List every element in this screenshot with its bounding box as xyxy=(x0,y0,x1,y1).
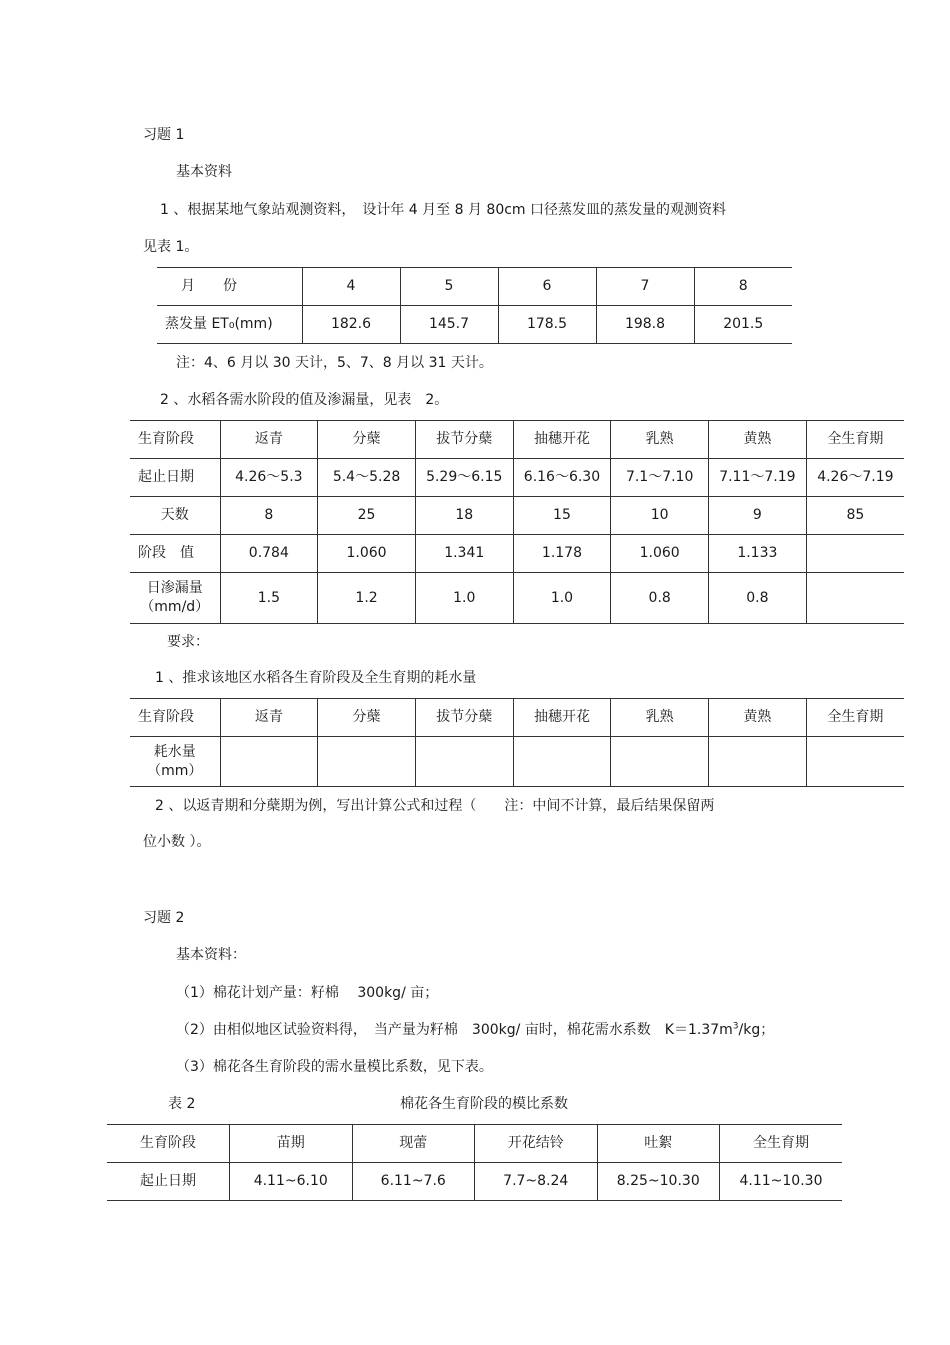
evap-cell: 182.6 xyxy=(302,306,400,344)
water-use-label-line2: （mm） xyxy=(147,762,203,779)
days-label: 天数 xyxy=(130,497,220,535)
month-cell: 6 xyxy=(498,268,596,306)
water-use-blank xyxy=(611,737,709,787)
seepage-cell: 1.0 xyxy=(513,573,611,624)
table-2-number: 表 2 xyxy=(168,1096,196,1112)
water-use-blank xyxy=(513,737,611,787)
stage-cell: 全生育期 xyxy=(720,1125,843,1163)
evap-cell: 198.8 xyxy=(596,306,694,344)
date-cell: 4.26～5.3 xyxy=(220,459,318,497)
cotton-item-2 xyxy=(176,1020,774,1040)
k-cell: 1.060 xyxy=(611,535,709,573)
days-cell: 15 xyxy=(513,497,611,535)
stage-cell: 拔节分蘖 xyxy=(415,699,513,737)
date-cell: 5.29～6.15 xyxy=(415,459,513,497)
stage-cell: 现蕾 xyxy=(352,1125,475,1163)
month-cell: 4 xyxy=(302,268,400,306)
cotton-item-2-sup: 3 xyxy=(732,1021,739,1032)
seepage-cell: 1.5 xyxy=(220,573,318,624)
water-use-blank xyxy=(318,737,416,787)
item-1-text-cont: 见表 1。 xyxy=(143,239,199,255)
date-label: 起止日期 xyxy=(107,1163,230,1201)
date-cell: 4.11~10.30 xyxy=(720,1163,843,1201)
evap-cell: 178.5 xyxy=(498,306,596,344)
stage-cell: 分蘖 xyxy=(318,699,416,737)
cotton-item-2-end: /kg； xyxy=(738,1022,775,1038)
month-cell: 8 xyxy=(694,268,792,306)
water-use-blank xyxy=(709,737,807,787)
cotton-stage-table xyxy=(107,1124,842,1201)
stage-cell: 抽穗开花 xyxy=(513,421,611,459)
evaporation-table xyxy=(157,267,792,344)
stage-cell: 苗期 xyxy=(230,1125,353,1163)
rice-stage-table xyxy=(130,420,904,624)
table-1-note: 注：4、6 月以 30 天计，5、7、8 月以 31 天计。 xyxy=(176,355,493,371)
cotton-item-1: （1）棉花计划产量：籽棉 300kg/ 亩； xyxy=(176,985,439,1001)
stage-cell: 黄熟 xyxy=(709,421,807,459)
date-cell: 6.11~7.6 xyxy=(352,1163,475,1201)
stage-cell: 乳熟 xyxy=(611,699,709,737)
stage-cell: 返青 xyxy=(220,421,318,459)
seepage-cell: 0.8 xyxy=(709,573,807,624)
date-cell: 5.4～5.28 xyxy=(318,459,416,497)
seepage-cell: 1.0 xyxy=(415,573,513,624)
evap-cell: 145.7 xyxy=(400,306,498,344)
date-cell: 7.11～7.19 xyxy=(709,459,807,497)
water-use-blank xyxy=(806,737,904,787)
basic-info-heading-2: 基本资料： xyxy=(176,947,246,963)
stage-cell: 返青 xyxy=(220,699,318,737)
seepage-label-line2: （mm/d） xyxy=(140,599,210,615)
water-use-blank xyxy=(415,737,513,787)
days-cell: 9 xyxy=(709,497,807,535)
date-cell: 4.11~6.10 xyxy=(230,1163,353,1201)
stage-label: 生育阶段 xyxy=(107,1125,230,1163)
item-2-text: 2 、水稻各需水阶段的值及渗漏量，见表 2。 xyxy=(160,392,449,408)
date-cell: 4.26～7.19 xyxy=(806,459,904,497)
month-cell: 5 xyxy=(400,268,498,306)
seepage-cell: 1.2 xyxy=(318,573,416,624)
exercise-1-title: 习题 1 xyxy=(143,127,185,143)
seepage-label xyxy=(130,573,220,624)
water-use-table xyxy=(130,698,904,787)
stage-label: 生育阶段 xyxy=(130,421,220,459)
stage-cell: 吐絮 xyxy=(597,1125,720,1163)
k-cell: 1.133 xyxy=(709,535,807,573)
date-cell: 6.16～6.30 xyxy=(513,459,611,497)
requirement-2-cont: 位小数 ）。 xyxy=(143,834,211,850)
water-use-blank xyxy=(220,737,318,787)
k-cell xyxy=(806,535,904,573)
date-cell: 7.1～7.10 xyxy=(611,459,709,497)
seepage-cell xyxy=(806,573,904,624)
water-use-label-line1: 耗水量 xyxy=(153,743,196,760)
evap-label: 蒸发量 ET₀(mm) xyxy=(157,306,302,344)
exercise-2-title: 习题 2 xyxy=(143,910,185,926)
date-cell: 8.25~10.30 xyxy=(597,1163,720,1201)
stage-cell: 全生育期 xyxy=(806,421,904,459)
stage-cell: 分蘖 xyxy=(318,421,416,459)
date-label: 起止日期 xyxy=(130,459,220,497)
k-cell: 1.178 xyxy=(513,535,611,573)
requirement-2: 2 、以返青期和分蘖期为例，写出计算公式和过程（ 注：中间不计算，最后结果保留两 xyxy=(155,798,715,814)
days-cell: 18 xyxy=(415,497,513,535)
days-cell: 10 xyxy=(611,497,709,535)
stage-cell: 拔节分蘖 xyxy=(415,421,513,459)
basic-info-heading: 基本资料 xyxy=(176,164,232,180)
month-cell: 7 xyxy=(596,268,694,306)
requirements-heading: 要求： xyxy=(167,634,209,650)
k-cell: 1.341 xyxy=(415,535,513,573)
stage-cell: 抽穗开花 xyxy=(513,699,611,737)
stage-cell: 黄熟 xyxy=(709,699,807,737)
requirement-1: 1 、推求该地区水稻各生育阶段及全生育期的耗水量 xyxy=(155,670,477,686)
cotton-item-3: （3）棉花各生育阶段的需水量模比系数，见下表。 xyxy=(176,1059,493,1075)
stage-cell: 乳熟 xyxy=(611,421,709,459)
seepage-cell: 0.8 xyxy=(611,573,709,624)
days-cell: 25 xyxy=(318,497,416,535)
date-cell: 7.7~8.24 xyxy=(475,1163,598,1201)
stage-cell: 开花结铃 xyxy=(475,1125,598,1163)
stage-label: 生育阶段 xyxy=(130,699,220,737)
water-use-label xyxy=(130,737,220,787)
k-cell: 1.060 xyxy=(318,535,416,573)
k-cell: 0.784 xyxy=(220,535,318,573)
days-cell: 85 xyxy=(806,497,904,535)
cotton-item-2-text: （2）由相似地区试验资料得， 当产量为籽棉 300kg/ 亩时，棉花需水系数 K＝1.37m xyxy=(176,1022,733,1038)
item-1-text: 1 、根据某地气象站观测资料， 设计年 4 月至 8 月 80cm 口径蒸发皿的蒸发量的观测资料 xyxy=(160,202,727,218)
table-2-caption: 棉花各生育阶段的模比系数 xyxy=(400,1096,568,1112)
days-cell: 8 xyxy=(220,497,318,535)
evap-cell: 201.5 xyxy=(694,306,792,344)
month-label: 月 份 xyxy=(157,268,302,306)
stage-cell: 全生育期 xyxy=(806,699,904,737)
seepage-label-line1: 日渗漏量 xyxy=(146,580,203,596)
k-label: 阶段 值 xyxy=(130,535,220,573)
